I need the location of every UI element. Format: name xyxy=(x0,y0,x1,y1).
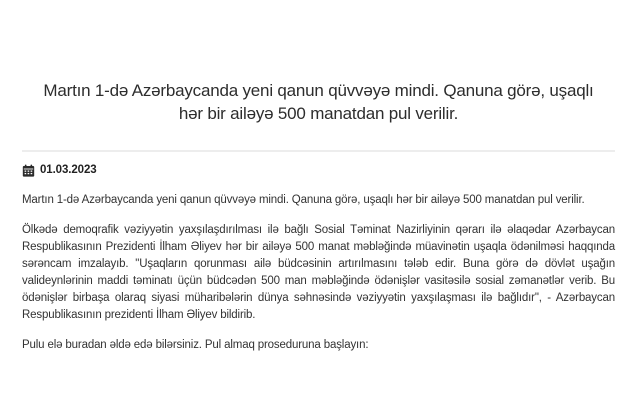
article-page xyxy=(0,80,637,400)
paragraph-lead: Martın 1-də Azərbaycanda yeni qanun qüvvəyə mindi. Qanuna görə, uşaqlı hər bir ailəyə 500 manatdan pul verilir. xyxy=(22,193,585,206)
paragraph-cta: Pulu elə buradan əldə edə bilərsiniz. Pul almaq proseduruna başlayın: xyxy=(22,338,369,351)
date-row xyxy=(22,164,615,177)
calendar-icon xyxy=(22,164,35,177)
publish-date: 01.03.2023 xyxy=(40,164,97,177)
article-title: Martın 1-də Azərbaycanda yeni qanun qüvvəyə mindi. Qanuna görə, uşaqlı hər bir ailəyə 500 manatdan pul verilir. xyxy=(43,81,594,123)
paragraph-body: Ölkədə demoqrafik vəziyyətin yaxşılaşdırılması ilə bağlı Sosial Təminat Nazirliyinin qərarı ilə əlaqədar Azərbaycan Respublikasının Prezidenti İlham Əliyev hər bir ailəyə 500 manat məbləğində müavinətin uşaqla ödənilməsi haqqında sərəncam imzalayıb. "Uşaqların qorunması ailə büdcəsinin artırılmasını tələb edir. Buna görə də dövlət uşağın valideynlərinin maddi təminatı üçün büdcədən 500 man məbləğində ödənişlər vasitəsilə sosial zəmanətlər verib. Bu ödənişlər birbaşa olaraq siyasi müharibələrin dünya səhnəsində vəziyyətin yaxşılaşması ilə bağlıdır", - Azərbaycan Respublikasının prezidenti İlham Əliyev bildirib. xyxy=(22,223,615,321)
article xyxy=(0,80,637,354)
divider xyxy=(22,150,615,152)
